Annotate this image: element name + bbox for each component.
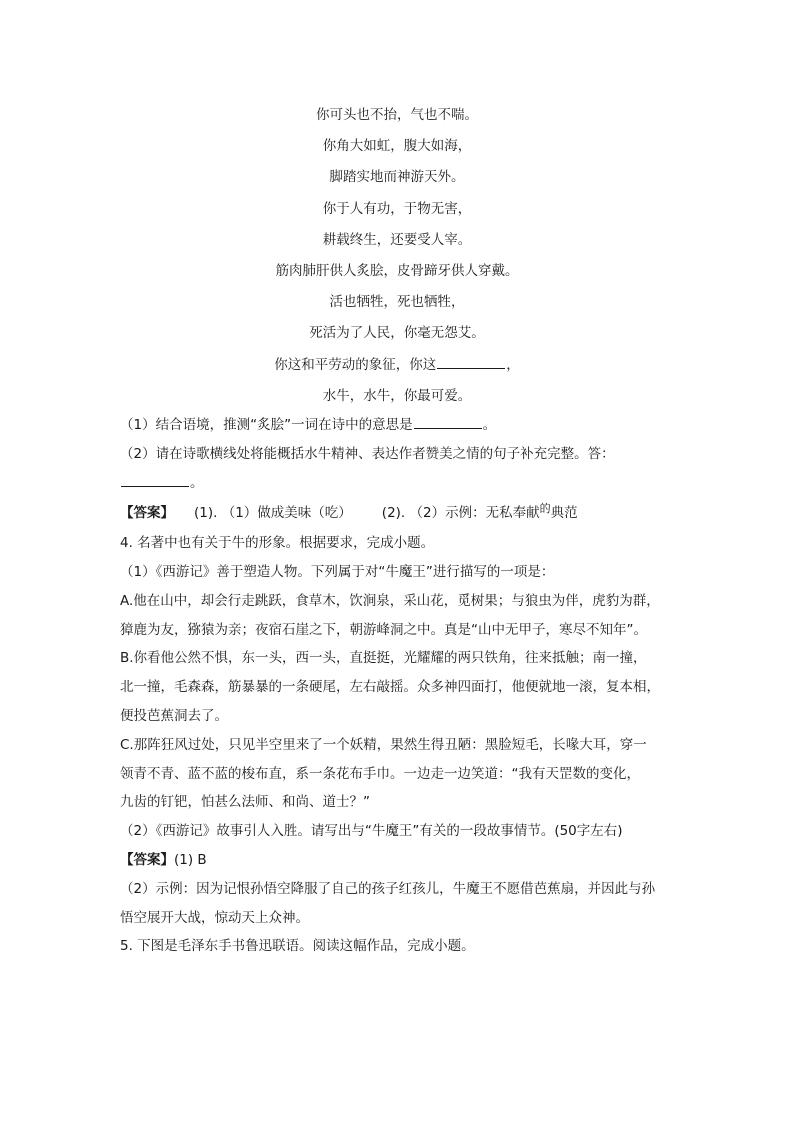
- q3-answer-2-end: 典范: [550, 505, 578, 522]
- q3-answer-2: (2). （2）示例：无私奉献: [381, 505, 540, 522]
- poem-line-tail: ，: [506, 356, 520, 373]
- q4-answer: [120, 846, 680, 875]
- q4-option-a: A.他在山中，却会行走跳跃，食草木，饮涧泉，采山花，觅树果；与狼虫为伴，虎豹为群，: [120, 592, 660, 609]
- question-body: [120, 411, 680, 961]
- q4-option-c: C.那阵狂风过处，只见半空里来了一个妖精，果然生得丑陋：黑脸短毛，长喙大耳，穿一: [120, 736, 647, 753]
- answer-label: 【答案】: [120, 851, 174, 868]
- poem-line: 脚踏实地而神游天外。: [329, 169, 465, 186]
- poem-line: 筋肉肺肝供人炙脍，皮骨蹄牙供人穿戴。: [275, 262, 519, 279]
- poem: [0, 100, 794, 412]
- q3-sub2-answer-line: [120, 469, 680, 498]
- q3-sub1-end: 。: [482, 417, 497, 433]
- q3-sub1-text: （1）结合语境，推测“炙脍”一词在诗中的意思是: [120, 417, 413, 433]
- q3-sub2: （2）请在诗歌横线处将能概括水牛精神、表达作者赞美之情的句子补充完整。答：: [120, 445, 615, 462]
- q4-option-c-cont: 九齿的钉钯，怕甚么法师、和尚、道士？”: [120, 794, 370, 811]
- q4-option-c-cont: 领青不青、蓝不蓝的梭布直，系一条花布手巾。一边走一边笑道：“我有天罡数的变化，: [120, 765, 640, 782]
- q4-option-a-cont: 獐鹿为友，猕猿为亲；夜宿石崖之下，朝游峰洞之中。真是“山中无甲子，寒尽不知年”。: [120, 621, 647, 638]
- poem-line: 耕载终生，还要受人宰。: [322, 231, 472, 248]
- q5-title: 5. 下图是毛泽东手书鲁迅联语。阅读这幅作品，完成小题。: [120, 938, 475, 955]
- fill-blank: [437, 354, 505, 369]
- q3-sub1: [120, 411, 680, 440]
- q3-answer-2-sup: 的: [539, 502, 551, 516]
- q4-answer-1: (1) B: [174, 851, 207, 868]
- poem-line: 你可头也不抬，气也不喘。: [316, 107, 478, 123]
- fill-blank: [121, 472, 189, 487]
- answer-label: 【答案】: [120, 505, 174, 522]
- poem-line: 水牛，水牛，你最可爱。: [322, 387, 472, 404]
- poem-line: 你角大如虹，腹大如海，: [322, 138, 472, 155]
- q4-sub1: （1）《西游记》善于塑造人物。下列属于对“牛魔王”进行描写的一项是：: [120, 563, 555, 580]
- q3-answer-1: (1). （1）做成美味（吃）: [194, 505, 352, 522]
- q3-sub2-end: 。: [190, 474, 204, 491]
- q4-title: 4. 名著中也有关于牛的形象。根据要求，完成小题。: [120, 535, 435, 552]
- q4-answer-2-cont: 悟空展开大战，惊动天上众神。: [120, 909, 309, 926]
- poem-line-text: 你这和平劳动的象征，你这: [274, 356, 437, 373]
- poem-line-with-blank: [0, 350, 794, 381]
- q4-option-b: B.你看他公然不惧，东一头，西一头，直挺挺，光耀耀的两只铁角，往来抵触；南一撞，: [120, 650, 647, 667]
- poem-line: 你于人有功，于物无害，: [322, 200, 472, 217]
- q4-option-b-cont: 便投芭蕉洞去了。: [120, 707, 228, 724]
- poem-line: 死活为了人民，你毫无怨艾。: [309, 325, 485, 342]
- q3-answer: [120, 499, 680, 529]
- q4-sub2: （2）《西游记》故事引人入胜。请写出与“牛魔王”有关的一段故事情节。(50字左右): [120, 823, 623, 840]
- q4-answer-2: （2）示例：因为记恨孙悟空降服了自己的孩子红孩儿，牛魔王不愿借芭蕉扇，并因此与孙: [120, 880, 656, 897]
- poem-line: 活也牺牲，死也牺牲，: [329, 294, 465, 311]
- fill-blank: [414, 414, 482, 429]
- q4-option-b-cont: 北一撞，毛森森，筋暴暴的一条硬尾，左右敲摇。众多神四面打，他便就地一滚，复本相，: [120, 679, 660, 696]
